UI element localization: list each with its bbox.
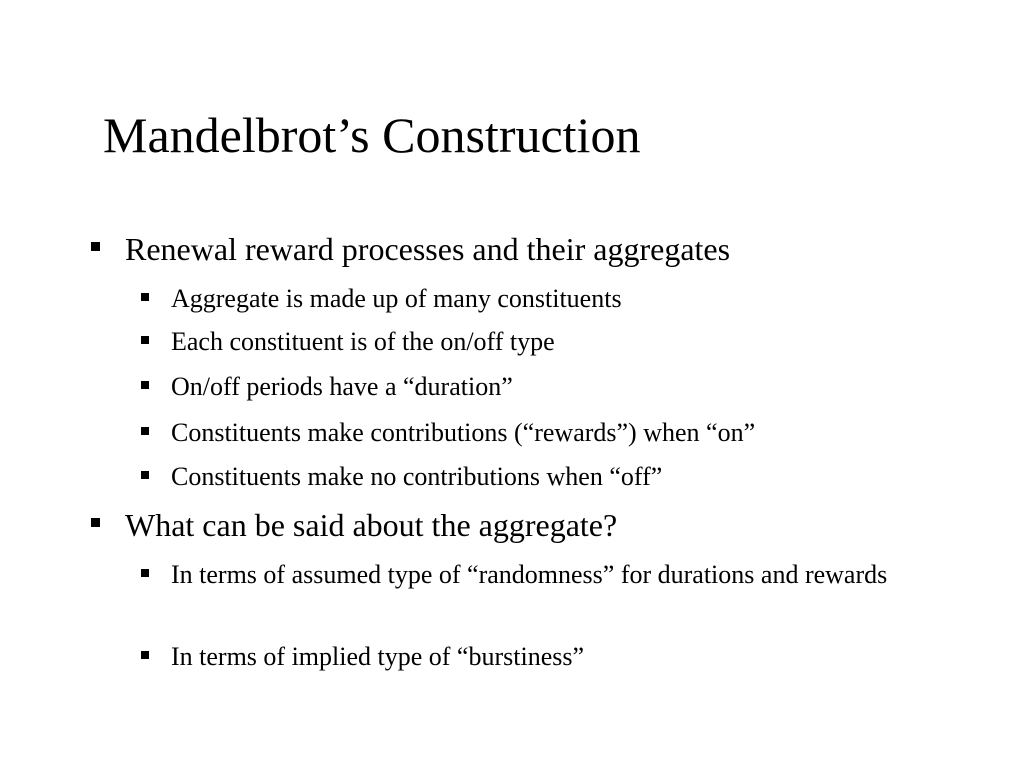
slide-title: Mandelbrot’s Construction <box>103 107 641 163</box>
bullet-text: Renewal reward processes and their aggregates <box>125 231 731 267</box>
bullet-text: What can be said about the aggregate? <box>125 507 618 543</box>
subbullet-text: Aggregate is made up of many constituents <box>171 284 622 313</box>
square-bullet-icon <box>91 242 100 251</box>
subbullet-text: Constituents make no contributions when “off” <box>171 462 663 491</box>
subbullet-text: Constituents make contributions (“rewards”) when “on” <box>171 418 756 447</box>
square-bullet-icon <box>141 293 149 301</box>
square-bullet-icon <box>141 471 149 479</box>
subbullet-text: In terms of assumed type of “randomness” for durations and rewards <box>171 560 888 589</box>
square-bullet-icon <box>141 651 149 659</box>
subbullet-text: In terms of implied type of “burstiness” <box>171 642 585 671</box>
subbullet-text: Each constituent is of the on/off type <box>171 327 555 356</box>
square-bullet-icon <box>141 336 149 344</box>
square-bullet-icon <box>91 518 100 527</box>
square-bullet-icon <box>141 569 149 577</box>
square-bullet-icon <box>141 381 149 389</box>
square-bullet-icon <box>141 427 149 435</box>
subbullet-text: On/off periods have a “duration” <box>171 372 513 401</box>
